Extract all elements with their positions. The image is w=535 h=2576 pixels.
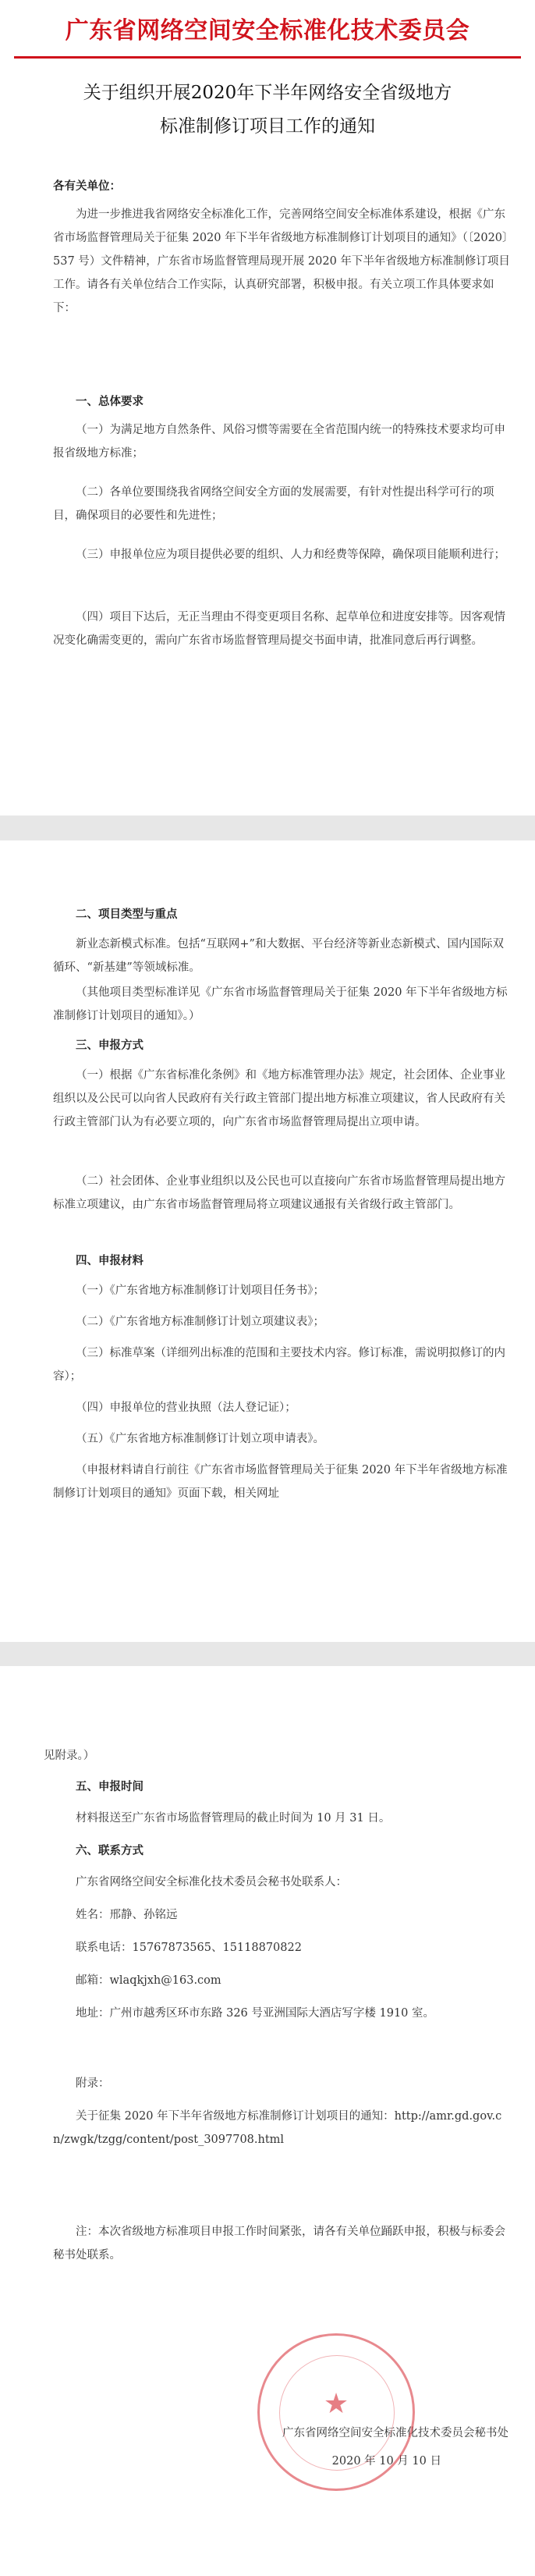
- closing-note: 注：本次省级地方标准项目申报工作时间紧张，请各有关单位踊跃申报，积极与标委会秘书处联系。: [53, 2226, 505, 2262]
- section-4-item-3: （三）标准草案（详细列出标准的范围和主要技术内容。修订标准，需说明拟修订的内容）；: [53, 1347, 505, 1383]
- seal-star-icon: ★: [323, 2388, 349, 2420]
- document-title-line-2: 标准制修订项目工作的通知: [160, 116, 375, 137]
- section-5-text: 材料报送至广东省市场监督管理局的截止时间为 10 月 31 日。: [76, 1812, 391, 1825]
- salutation: 各有关单位：: [53, 179, 121, 193]
- intro-paragraph: 为进一步推进我省网络安全标准化工作，完善网络空间安全标准体系建设，根据《广东省市场监督管理局关于征集 2020 年下半年省级地方标准制修订计划项目的通知》（〔2020〕537 号）文件精神，广东省市场监督管理局现开展 2020 年下半年省级地方标准制修订项目工作。请各有关单位结合工作实际，认真研究部署，积极申报。有关立项工作具体要求如下：: [53, 208, 510, 314]
- appendix-label: 附录：: [76, 2077, 110, 2090]
- section-2-paragraph-2: （其他项目类型标准详见《广东省市场监督管理局关于征集 2020 年下半年省级地方标准制修订计划项目的通知》。）: [53, 986, 508, 1022]
- section-4-title: 四、申报材料: [76, 1254, 143, 1267]
- section-1-item-2: （二）各单位要围绕我省网络空间安全方面的发展需要，有针对性提出科学可行的项目，确保项目的必要性和先进性；: [53, 486, 494, 522]
- contact-phone: 联系电话：15767873565、15118870822: [76, 1942, 302, 1954]
- section-3-item-1: （一）根据《广东省标准化条例》和《地方标准管理办法》规定，社会团体、企业事业组织以及公民可以向省人民政府有关行政主管部门提出地方标准立项建议，省人民政府有关行政主管部门认为有必要立项的，向广东省市场监督管理局提出立项申请。: [53, 1069, 505, 1128]
- section-3-item-2: （二）社会团体、企业事业组织以及公民也可以直接向广东省市场监督管理局提出地方标准立项建议，由广东省市场监督管理局将立项建议通报有关省级行政主管部门。: [53, 1175, 505, 1211]
- document-page-3: [0, 1666, 535, 2576]
- document-title: [31, 76, 504, 144]
- section-4-item-5: （五）《广东省地方标准制修订计划立项申请表》。: [76, 1433, 324, 1445]
- section-2-paragraph-1: 新业态新模式标准。包括“互联网+”和大数据、平台经济等新业态新模式、国内国际双循环、“新基建”等领域标准。: [53, 938, 504, 974]
- section-1-item-1: （一）为满足地方自然条件、风俗习惯等需要在全省范围内统一的特殊技术要求均可申报省级地方标准；: [53, 424, 505, 460]
- section-1-item-3: （三）申报单位应为项目提供必要的组织、人力和经费等保障，确保项目能顺利进行；: [76, 549, 505, 561]
- contact-org: 广东省网络空间安全标准化技术委员会秘书处联系人：: [76, 1876, 347, 1888]
- section-4-item-1: （一）《广东省地方标准制修订计划项目任务书》；: [76, 1284, 324, 1297]
- section-4-item-4: （四）申报单位的营业执照（法人登记证）；: [76, 1402, 296, 1414]
- section-4-item-2: （二）《广东省地方标准制修订计划立项建议表》；: [76, 1316, 324, 1328]
- document-page-1: [0, 0, 535, 815]
- signature-org: 广东省网络空间安全标准化技术委员会秘书处: [282, 2427, 508, 2439]
- section-1-title: 一、总体要求: [76, 395, 143, 408]
- document-title-line-1: 关于组织开展2020年下半年网络安全省级地方: [83, 83, 452, 103]
- contact-address: 地址：广州市越秀区环市东路 326 号亚洲国际大酒店写字楼 1910 室。: [76, 2007, 435, 2020]
- header-red-rule: [14, 56, 521, 59]
- section-5-title: 五、申报时间: [76, 1780, 143, 1793]
- section-6-title: 六、联系方式: [76, 1844, 143, 1857]
- contact-names: 姓名：邢静、孙铭远: [76, 1909, 178, 1921]
- section-2-title: 二、项目类型与重点: [76, 908, 178, 921]
- appendix-link-text[interactable]: 关于征集 2020 年下半年省级地方标准制修订计划项目的通知：http://amr.gd.gov.cn/zwgk/tzgg/content/post_3097708.html: [53, 2110, 502, 2146]
- document-page-2: [0, 840, 535, 1642]
- org-header-title: 广东省网络空间安全标准化技术委员会: [65, 17, 470, 44]
- section-4-note-continued: 见附录。）: [44, 1750, 95, 1762]
- section-1-item-4: （四）项目下达后，无正当理由不得变更项目名称、起草单位和进度安排等。因客观情况变化确需变更的，需向广东省市场监督管理局提交书面申请，批准同意后再行调整。: [53, 611, 505, 647]
- section-4-note: （申报材料请自行前往《广东省市场监督管理局关于征集 2020 年下半年省级地方标准制修订计划项目的通知》页面下载，相关网址: [53, 1464, 508, 1500]
- contact-email: 邮箱：wlaqkjxh@163.com: [76, 1974, 221, 1987]
- section-3-title: 三、申报方式: [76, 1039, 143, 1052]
- signature-date: 2020 年 10 月 10 日: [331, 2455, 441, 2468]
